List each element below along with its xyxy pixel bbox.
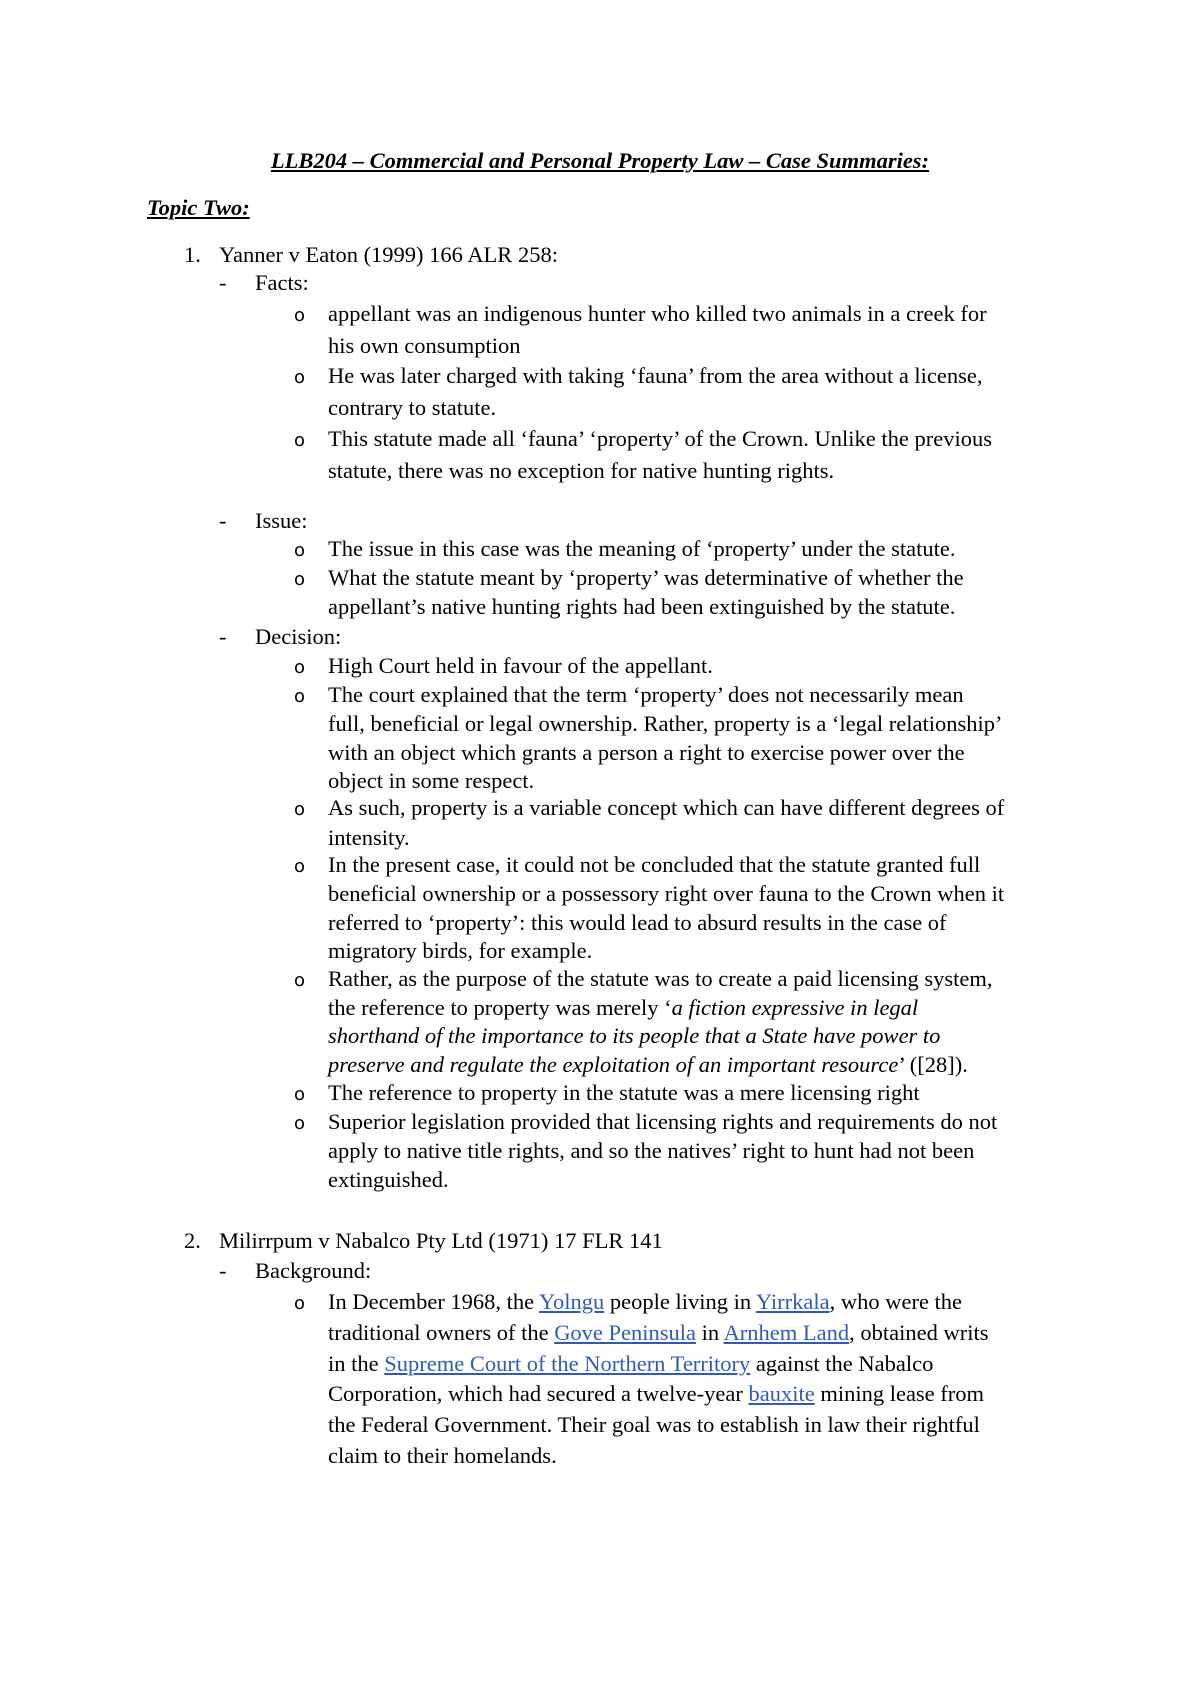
- dash-marker: -: [219, 624, 227, 649]
- fact-2-line-1: He was later charged with taking ‘fauna’ from the area without a license,: [328, 363, 983, 388]
- text-run: against the Nabalco: [750, 1351, 934, 1376]
- case-1-number: 1.: [184, 242, 201, 267]
- text-run: In December 1968, the: [328, 1289, 539, 1314]
- bullet-marker: o: [294, 569, 306, 590]
- bullet-marker: o: [294, 1113, 306, 1134]
- decision-2-line-4: object in some respect.: [328, 768, 535, 793]
- issue-1-line-1: The issue in this case was the meaning of ‘property’ under the statute.: [328, 536, 956, 561]
- decision-5-line-2-text: the reference to property was merely ‘: [328, 995, 672, 1020]
- background-line-2: [328, 1318, 989, 1348]
- text-run: in the: [328, 1351, 385, 1376]
- dash-marker: -: [219, 508, 227, 533]
- decision-3-line-2: intensity.: [328, 825, 410, 850]
- issue-2-line-2: appellant’s native hunting rights had been extinguished by the statute.: [328, 594, 956, 619]
- bullet-marker: o: [294, 1084, 306, 1105]
- bullet-marker: o: [294, 305, 306, 326]
- decision-4-line-2: beneficial ownership or a possessory right over fauna to the Crown when it: [328, 881, 1005, 906]
- quote-italic: a fiction expressive in legal: [671, 995, 919, 1020]
- yolngu-link[interactable]: Yolngu: [538, 1289, 605, 1314]
- bullet-marker: o: [294, 799, 306, 820]
- text-run: people living in: [604, 1289, 756, 1314]
- bullet-marker: o: [294, 657, 306, 678]
- quote-italic: shorthand of the importance to its people that a State have power to: [328, 1023, 941, 1048]
- decision-4-line-3: referred to ‘property’: this would lead to absurd results in the case of: [328, 910, 947, 935]
- supreme-court-link[interactable]: Supreme Court of the Northern Territory: [384, 1351, 751, 1376]
- decision-7-line-1: Superior legislation provided that licensing rights and requirements do not: [328, 1109, 998, 1134]
- decision-2-line-3: with an object which grants a person a right to exercise power over the: [328, 740, 965, 765]
- decision-5-line-1: Rather, as the purpose of the statute was to create a paid licensing system,: [328, 966, 993, 991]
- decision-5-line-4: [328, 1050, 968, 1080]
- text-run: , who were the: [829, 1289, 963, 1314]
- decision-6-line-1: The reference to property in the statute was a mere licensing right: [328, 1080, 920, 1105]
- text-run: traditional owners of the: [328, 1320, 555, 1345]
- case-2-heading: Milirrpum v Nabalco Pty Ltd (1971) 17 FLR 141: [219, 1228, 663, 1253]
- case-1-heading: Yanner v Eaton (1999) 166 ALR 258:: [219, 242, 558, 267]
- gove-peninsula-link[interactable]: Gove Peninsula: [554, 1320, 697, 1345]
- background-line-6: claim to their homelands.: [328, 1443, 557, 1468]
- decision-5-line-3: [328, 1021, 940, 1051]
- decision-5-line-2: [328, 993, 918, 1023]
- decision-7-line-3: extinguished.: [328, 1167, 449, 1192]
- topic-heading: Topic Two:: [147, 195, 250, 220]
- decision-4-line-1: In the present case, it could not be concluded that the statute granted full: [328, 852, 981, 877]
- issue-2-line-1: What the statute meant by ‘property’ was determinative of whether the: [328, 565, 964, 590]
- bullet-marker: o: [294, 1293, 306, 1314]
- text-run: in: [696, 1320, 724, 1345]
- issue-label: Issue:: [255, 508, 308, 533]
- decision-2-line-2: full, beneficial or legal ownership. Rather, property is a ‘legal relationship’: [328, 711, 1003, 736]
- background-line-5: the Federal Government. Their goal was to establish in law their rightful: [328, 1412, 980, 1437]
- background-line-3: [328, 1349, 933, 1379]
- text-run: mining lease from: [814, 1381, 985, 1406]
- bauxite-link[interactable]: bauxite: [748, 1381, 815, 1406]
- decision-2-line-1: The court explained that the term ‘property’ does not necessarily mean: [328, 682, 964, 707]
- background-label: Background:: [255, 1258, 372, 1283]
- background-line-4: [328, 1379, 984, 1409]
- document-title: LLB204 – Commercial and Personal Property Law – Case Summaries:: [270, 148, 930, 173]
- arnhem-land-link[interactable]: Arnhem Land: [723, 1320, 850, 1345]
- text-run: , obtained writs: [849, 1320, 989, 1345]
- yirrkala-link[interactable]: Yirrkala: [755, 1289, 830, 1314]
- decision-label: Decision:: [255, 624, 342, 649]
- decision-4-line-4: migratory birds, for example.: [328, 938, 593, 963]
- background-line-1: [328, 1287, 962, 1317]
- dash-marker: -: [219, 270, 227, 295]
- fact-1-line-1: appellant was an indigenous hunter who killed two animals in a creek for: [328, 301, 987, 326]
- fact-2-line-2: contrary to statute.: [328, 395, 497, 420]
- citation: ’ ([28]).: [898, 1052, 968, 1077]
- quote-italic: preserve and regulate the exploitation of an important resource: [328, 1052, 899, 1077]
- decision-3-line-1: As such, property is a variable concept which can have different degrees of: [328, 795, 1005, 820]
- bullet-marker: o: [294, 367, 306, 388]
- fact-3-line-2: statute, there was no exception for native hunting rights.: [328, 458, 835, 483]
- bullet-marker: o: [294, 970, 306, 991]
- fact-3-line-1: This statute made all ‘fauna’ ‘property’ of the Crown. Unlike the previous: [328, 426, 992, 451]
- decision-7-line-2: apply to native title rights, and so the natives’ right to hunt had not been: [328, 1138, 975, 1163]
- facts-label: Facts:: [255, 270, 309, 295]
- bullet-marker: o: [294, 686, 306, 707]
- fact-1-line-2: his own consumption: [328, 333, 521, 358]
- decision-1-line-1: High Court held in favour of the appellant.: [328, 653, 713, 678]
- case-2-number: 2.: [184, 1228, 201, 1253]
- bullet-marker: o: [294, 430, 306, 451]
- text-run: Corporation, which had secured a twelve-year: [328, 1381, 749, 1406]
- bullet-marker: o: [294, 856, 306, 877]
- dash-marker: -: [219, 1258, 227, 1283]
- bullet-marker: o: [294, 540, 306, 561]
